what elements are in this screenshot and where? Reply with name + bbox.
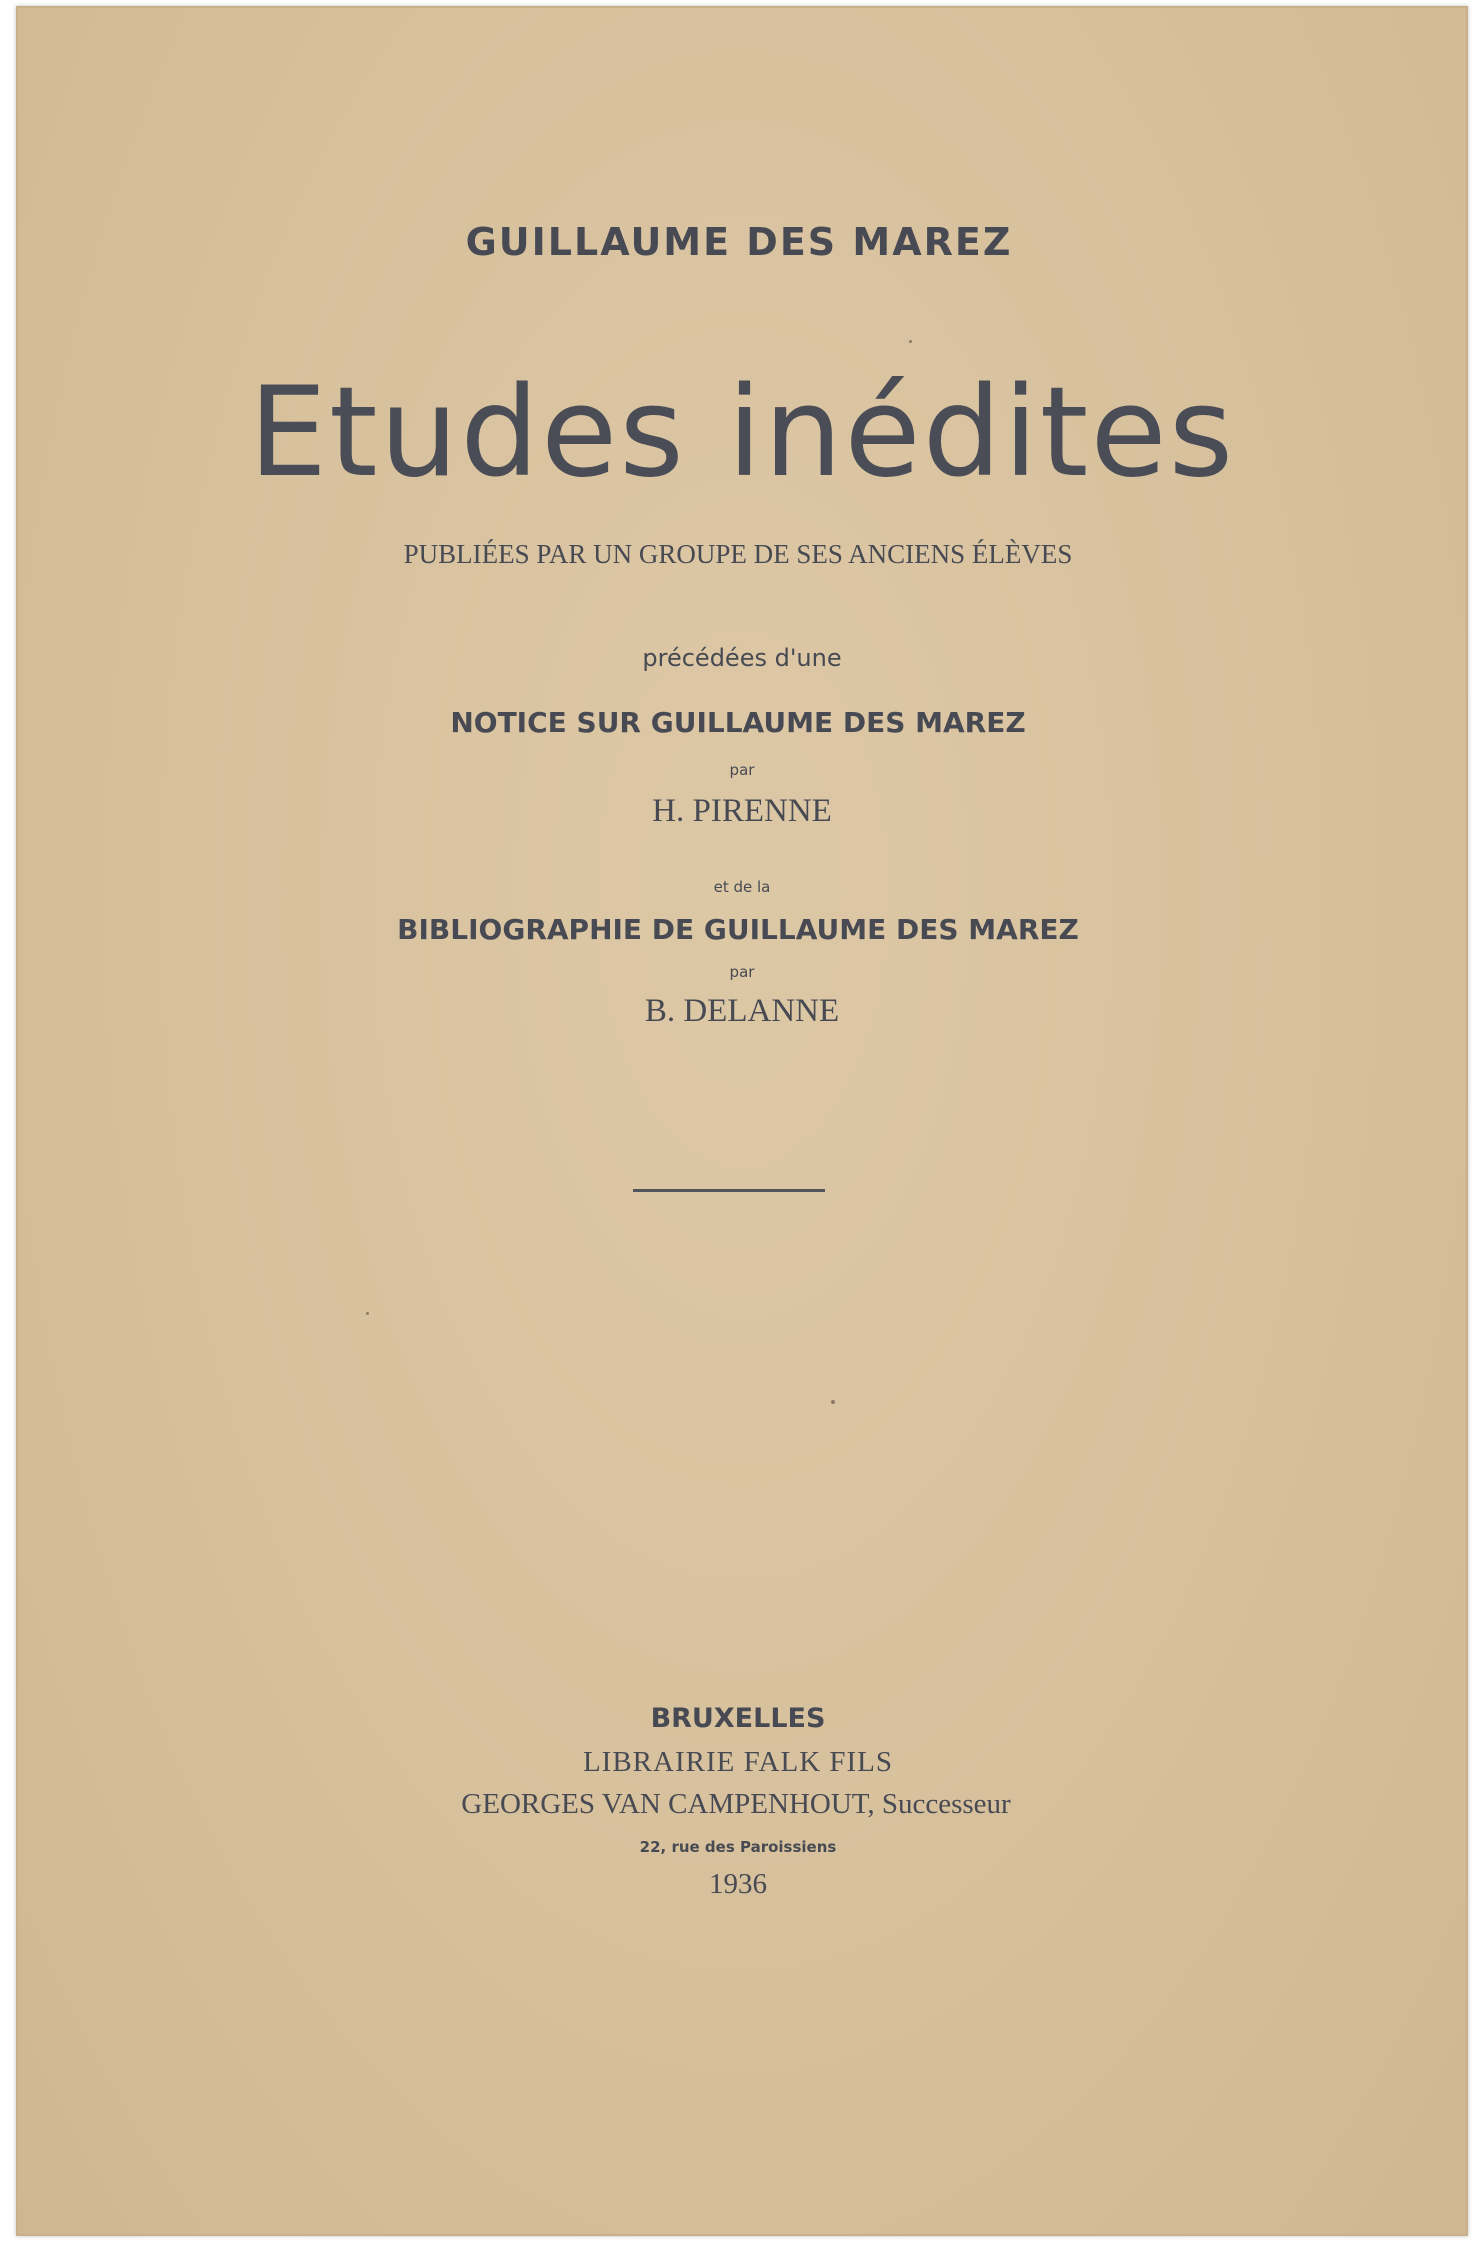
book-cover <box>16 6 1468 2236</box>
bibliography-author: B. DELANNE <box>644 993 840 1029</box>
paper-speck <box>831 1400 835 1404</box>
imprint-address: 22, rue des Paroissiens <box>639 1838 837 1856</box>
preceded-by-text: précédées d'une <box>642 644 842 672</box>
paper-speck <box>366 1312 369 1315</box>
imprint-city: BRUXELLES <box>650 1703 826 1734</box>
notice-author: H. PIRENNE <box>652 793 832 829</box>
divider-rule <box>633 1189 825 1192</box>
book-subtitle: PUBLIÉES PAR UN GROUPE DE SES ANCIENS ÉLÈVES <box>403 539 1073 569</box>
notice-heading: NOTICE SUR GUILLAUME DES MAREZ <box>450 706 1026 739</box>
author-name: GUILLAUME DES MAREZ <box>465 220 1013 264</box>
imprint-publisher: LIBRAIRIE FALK FILS <box>582 1746 894 1778</box>
by-label: par <box>729 963 755 981</box>
book-title: Etudes inédites <box>248 361 1236 505</box>
bibliography-heading: BIBLIOGRAPHIE DE GUILLAUME DES MAREZ <box>397 913 1079 946</box>
and-the-text: et de la <box>713 878 771 896</box>
by-label: par <box>729 761 755 779</box>
imprint-successor: GEORGES VAN CAMPENHOUT, Successeur <box>461 1788 1011 1820</box>
imprint-year: 1936 <box>709 1868 767 1900</box>
paper-speck <box>909 340 912 343</box>
